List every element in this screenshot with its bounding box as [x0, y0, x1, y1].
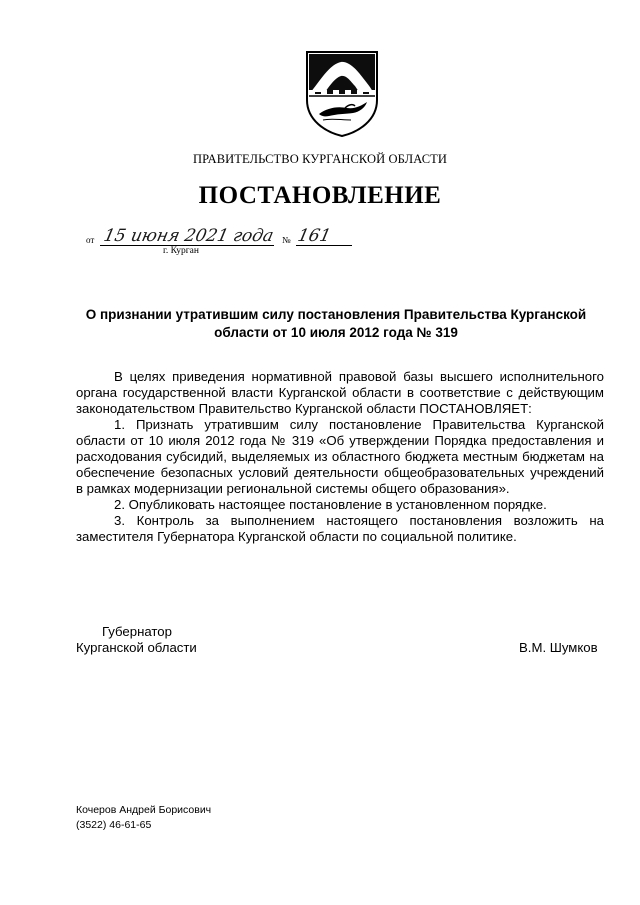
position-line-1: Губернатор: [102, 624, 172, 639]
coat-of-arms-icon: [301, 48, 383, 138]
preamble-paragraph: В целях приведения нормативной правовой базы высшего исполнительного органа государственной власти Курганской области в соответствие с действующим законодательством Правительство Курганской области ПОСТАНОВЛЯЕТ:: [76, 369, 604, 416]
date-prefix: от: [86, 235, 95, 245]
author-phone: (3522) 46-61-65: [76, 819, 152, 831]
item-1-paragraph: 1. Признать утратившим силу постановление Правительства Курганской области от 10 июля 2012 года № 319 «Об утверждении Порядка предоставления и расходования субсидий, выделяемых из областного бюджета местным бюджетам на обеспечение безопасных условий деятельности общеобразовательных учреждений в рамках модернизации региональной системы общего образования».: [76, 417, 604, 496]
signatory-name: В.М. Шумков: [519, 640, 598, 655]
handwritten-number: 161: [295, 226, 333, 246]
position-line-2: Курганской области: [76, 640, 197, 655]
document-body: [76, 369, 604, 545]
signatory-position: [76, 624, 197, 656]
government-name: ПРАВИТЕЛЬСТВО КУРГАНСКОЙ ОБЛАСТИ: [192, 152, 447, 166]
document-title: ПОСТАНОВЛЕНИЕ: [198, 182, 442, 209]
number-prefix: №: [282, 235, 291, 245]
city: г. Курган: [163, 246, 199, 256]
item-2-paragraph: 2. Опубликовать настоящее постановление в установленном порядке.: [114, 497, 547, 512]
author-name: Кочеров Андрей Борисович: [76, 804, 212, 816]
document-subject: О признании утратившим силу постановления Правительства Курганской области от 10 июля 2012 года № 319: [85, 307, 587, 340]
dateline: [86, 228, 356, 248]
item-3-paragraph: 3. Контроль за выполнением настоящего постановления возложить на заместителя Губернатора Курганской области по социальной политике.: [76, 513, 604, 544]
author-block: [76, 803, 211, 833]
handwritten-date: 15 июня 2021 года: [101, 226, 276, 246]
